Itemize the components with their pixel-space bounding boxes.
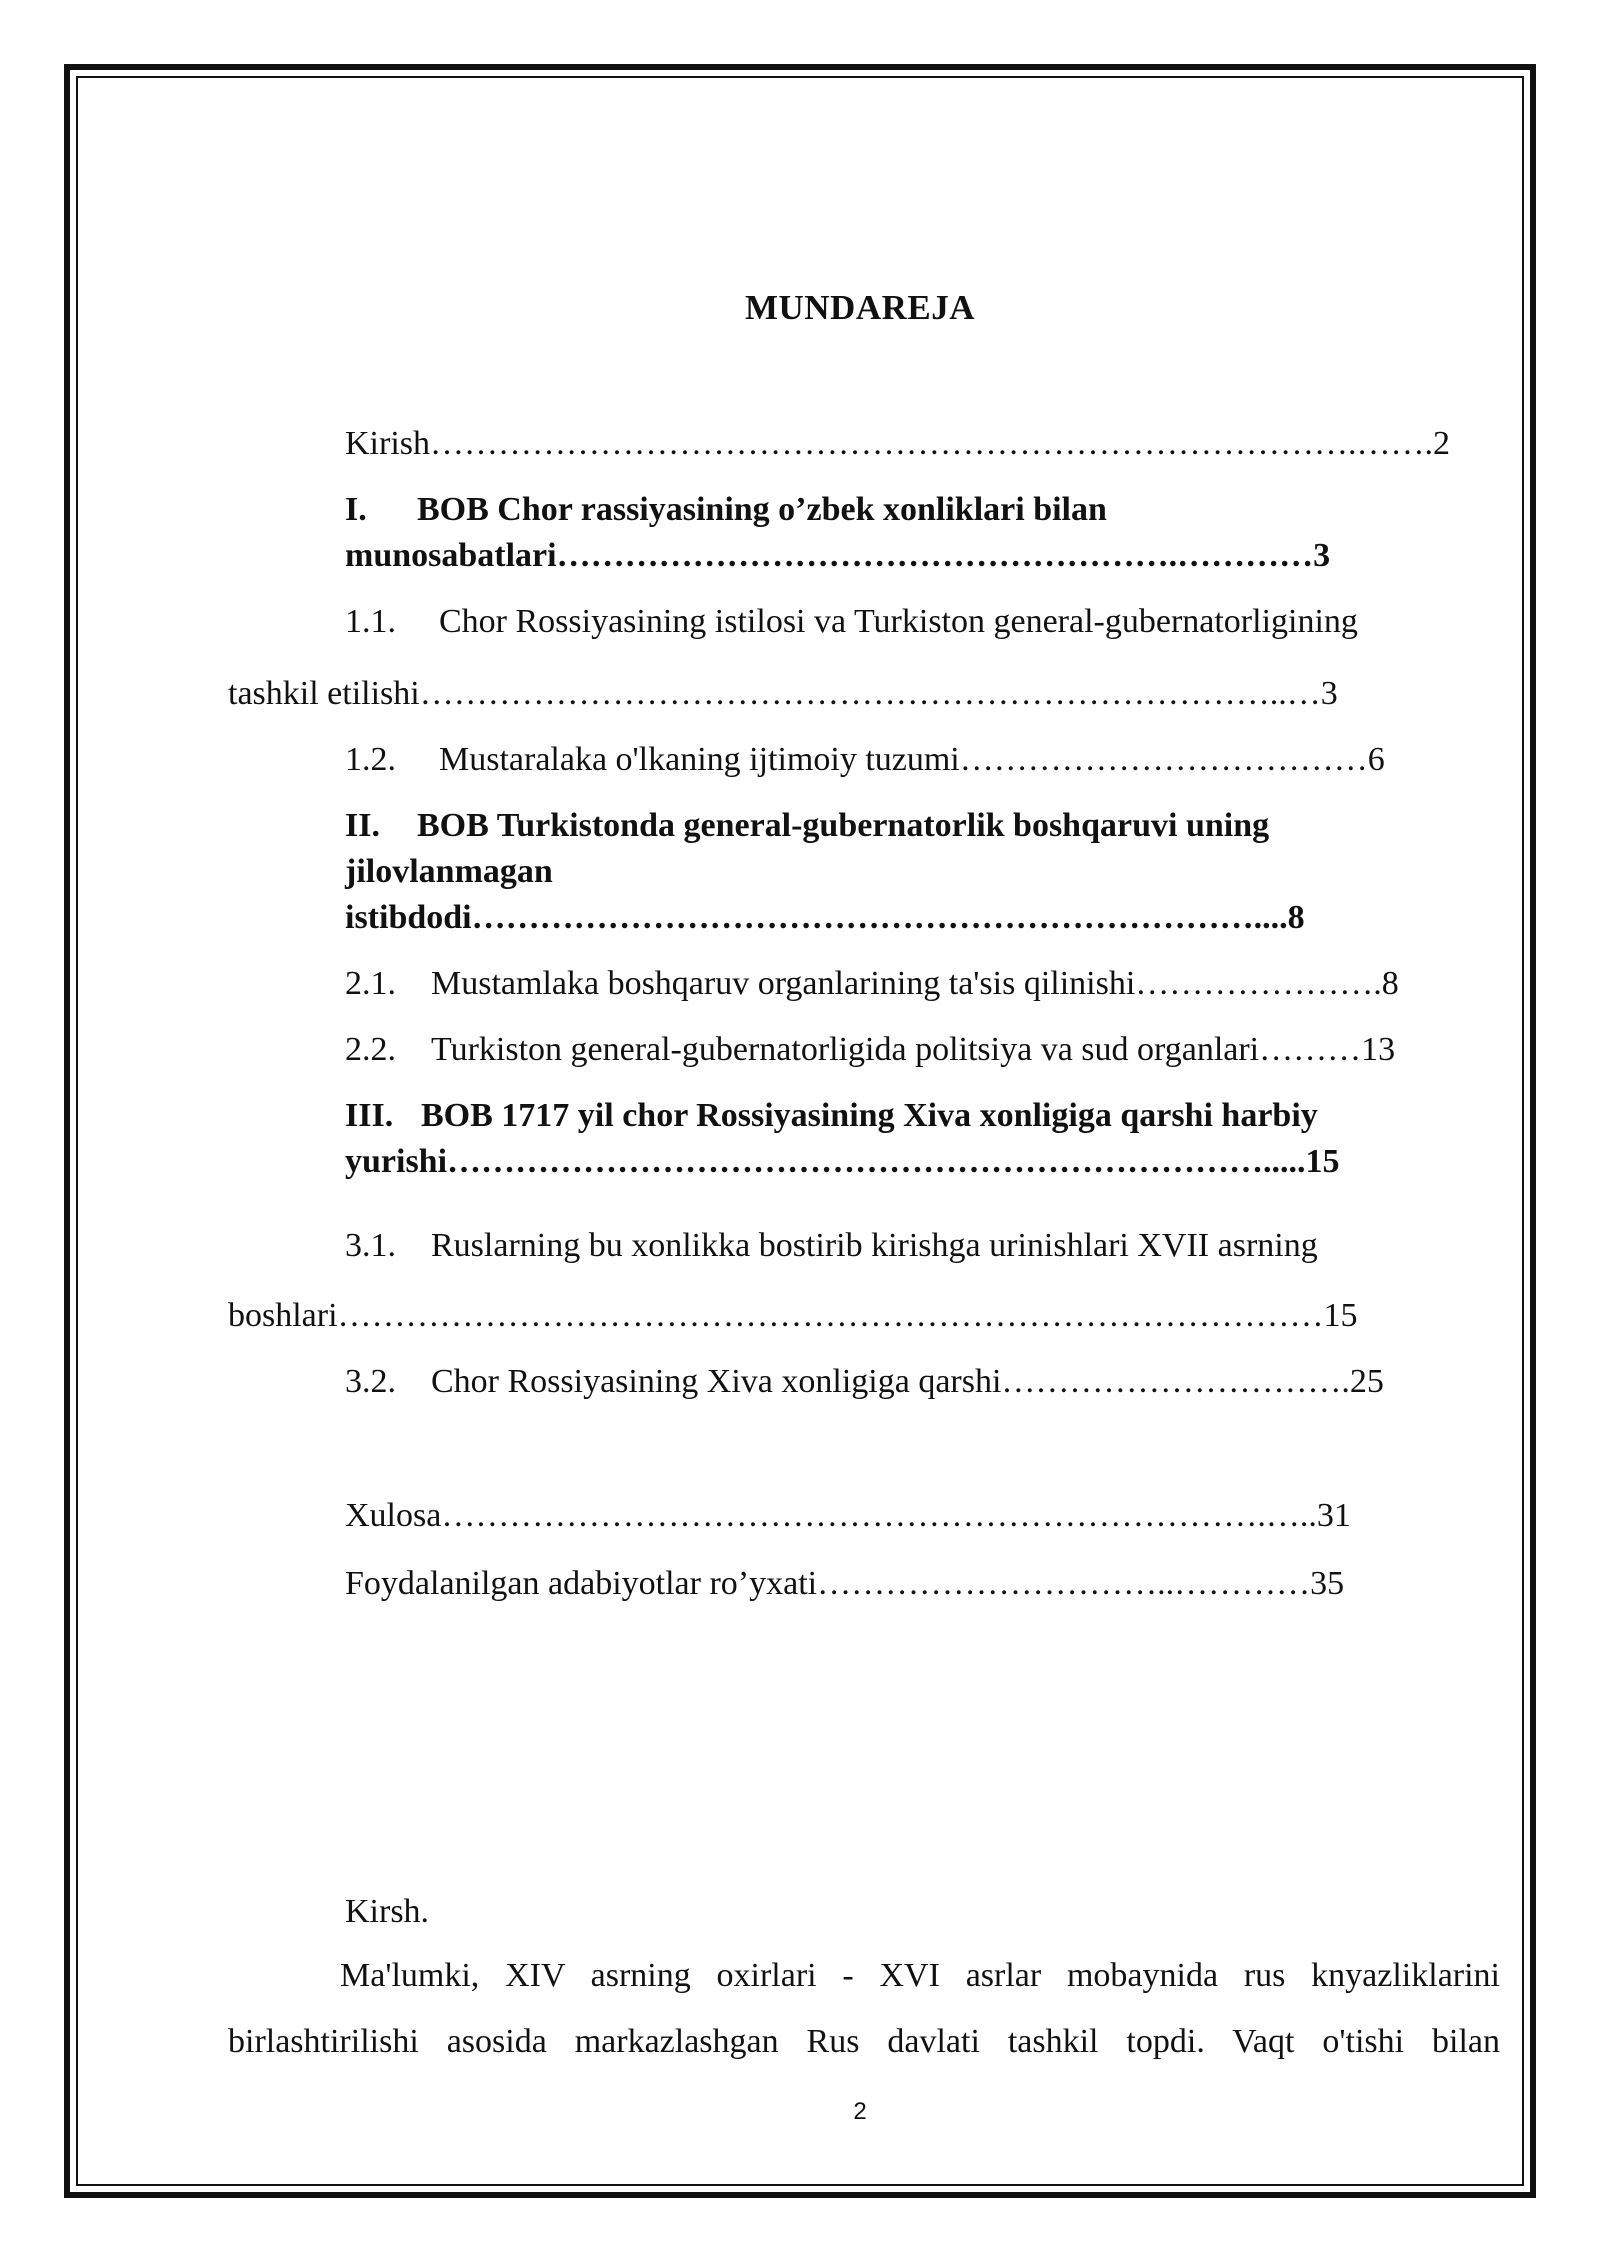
toc-section-3-2 [345,1362,1384,1402]
toc-section-3-1-line2: boshlari……………………………………………………………………………15 [228,1297,1358,1334]
toc-xulosa: Xulosa……………………………………………………………….…..31 [345,1497,1351,1534]
page-number: 2 [853,2098,867,2125]
toc-section-1-1-title: Chor Rossiyasining istilosi va Turkiston general-gubernatorligining [439,603,1358,640]
toc-adabiyotlar: Foydalanilgan adabiyotlar ro’yxati…………………………..…………35 [345,1565,1345,1602]
toc-chapter-1-roman: I. [345,491,367,528]
toc-section-1-1-line2: tashkil etilishi…………………………………………………………………..…3 [228,675,1338,712]
toc-chapter-1-line2: munosabatlari……………………………………………….…………3 [345,537,1331,574]
page-title: MUNDAREJA [744,288,976,327]
toc-chapter-2-line2: jilovlanmagan [345,853,553,890]
toc-chapter-2-line1 [345,806,1269,846]
toc-section-2-2-title: Turkiston general-gubernatorligida politsiya va sud organlari………13 [431,1031,1396,1068]
toc-chapter-3-line2: yurishi……………………………………………………………….....15 [345,1143,1340,1180]
toc-chapter-2-title: BOB Turkistonda general-gubernatorlik boshqaruvi uning [417,807,1270,844]
intro-paragraph-line2 [228,2022,1500,2062]
toc-chapter-3-line1 [345,1096,1318,1136]
toc-section-2-1-number: 2.1. [345,965,396,1002]
toc-chapter-2-roman: II. [345,807,380,844]
intro-heading: Kirsh. [345,1893,430,1930]
toc-section-2-1 [345,964,1399,1004]
toc-section-3-2-number: 3.2. [345,1363,396,1400]
toc-section-3-1-number: 3.1. [345,1227,396,1264]
toc-chapter-3-title: BOB 1717 yil chor Rossiyasining Xiva xonligiga qarshi harbiy [421,1097,1318,1134]
toc-chapter-1-line1 [345,490,1107,530]
toc-section-2-1-title: Mustamlaka boshqaruv organlarining ta'sis qilinishi………………….8 [431,965,1399,1002]
toc-section-1-2-title: Mustaralaka o'lkaning ijtimoiy tuzumi………………………………6 [439,741,1385,778]
toc-section-1-2 [345,740,1385,780]
intro-paragraph-line1-text: Ma'lumki, XIV asrning oxirlari - XVI asrlar mobaynida rus knyazliklarini [340,1957,1500,1994]
toc-section-1-1-line1 [345,602,1358,642]
toc-section-1-1-number: 1.1. [345,603,396,640]
toc-chapter-1-title: BOB Chor rassiyasining o’zbek xonliklari bilan [417,491,1107,528]
toc-kirish: Kirish……………………………………………………………………….…….2 [345,425,1450,462]
toc-section-3-1-title: Ruslarning bu xonlikka bostirib kirishga urinishlari XVII asrning [431,1227,1318,1264]
toc-section-3-2-title: Chor Rossiyasining Xiva xonligiga qarshi………………………….25 [431,1363,1384,1400]
toc-section-3-1-line1 [345,1226,1318,1266]
toc-section-1-2-number: 1.2. [345,741,396,778]
toc-section-2-2-number: 2.2. [345,1031,396,1068]
toc-chapter-2-line3: istibdodi……………………………………………………………....8 [345,899,1305,936]
toc-section-2-2 [345,1030,1395,1070]
intro-paragraph-line2-text: birlashtirilishi asosida markazlashgan Rus davlati tashkil topdi. Vaqt o'tishi bilan [228,2023,1500,2060]
toc-chapter-3-roman: III. [345,1097,394,1134]
intro-paragraph-line1 [340,1956,1500,1996]
